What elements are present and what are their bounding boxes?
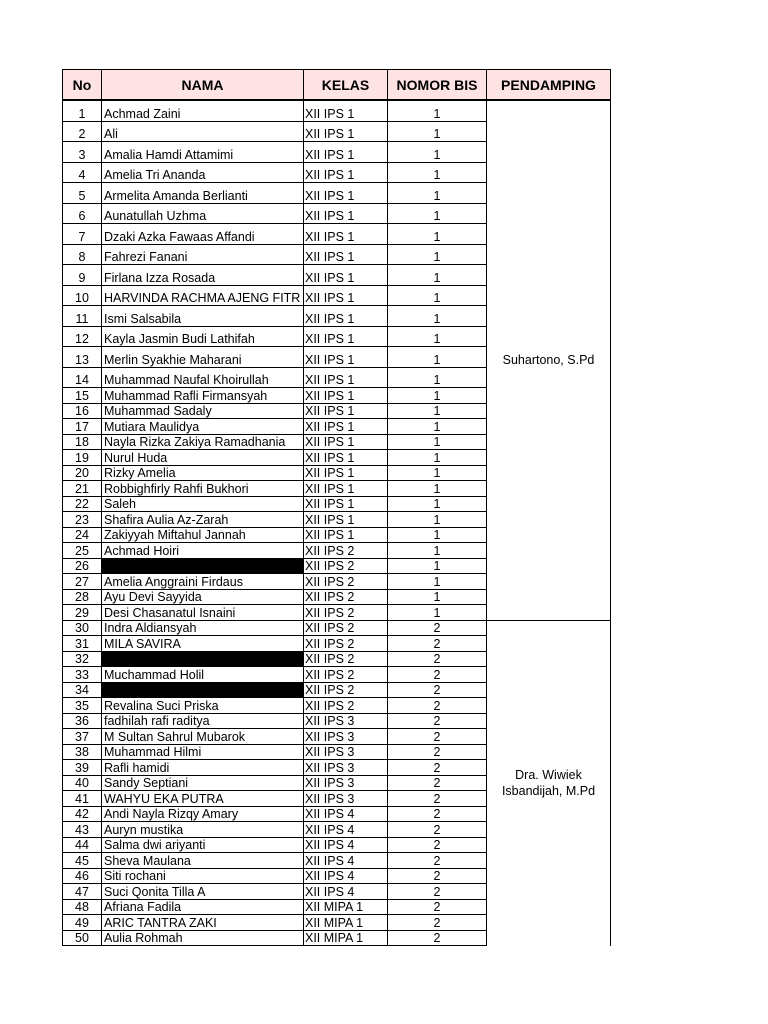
class-name: XII IPS 2 bbox=[304, 651, 388, 667]
class-name: XII IPS 1 bbox=[304, 481, 388, 497]
student-name: Indra Aldiansyah bbox=[102, 620, 304, 636]
student-name: Ismi Salsabila bbox=[102, 306, 304, 327]
bus-number: 2 bbox=[388, 620, 487, 636]
row-number: 17 bbox=[63, 419, 102, 435]
redacted-name-cell bbox=[102, 558, 304, 574]
bus-number: 2 bbox=[388, 930, 487, 946]
class-name: XII IPS 1 bbox=[304, 403, 388, 419]
bus-number: 1 bbox=[388, 496, 487, 512]
header-kelas: KELAS bbox=[304, 70, 388, 101]
row-number: 49 bbox=[63, 915, 102, 931]
row-number: 41 bbox=[63, 791, 102, 807]
class-name: XII MIPA 1 bbox=[304, 899, 388, 915]
bus-number: 2 bbox=[388, 884, 487, 900]
student-name: Ayu Devi Sayyida bbox=[102, 589, 304, 605]
student-name: Fahrezi Fanani bbox=[102, 244, 304, 265]
student-name: Aulia Rohmah bbox=[102, 930, 304, 946]
class-name: XII IPS 2 bbox=[304, 667, 388, 683]
student-name: Mutiara Maulidya bbox=[102, 419, 304, 435]
row-number: 28 bbox=[63, 589, 102, 605]
student-name: Amelia Tri Ananda bbox=[102, 162, 304, 183]
row-number: 16 bbox=[63, 403, 102, 419]
student-name: Achmad Zaini bbox=[102, 100, 304, 121]
bus-number: 2 bbox=[388, 837, 487, 853]
row-number: 40 bbox=[63, 775, 102, 791]
row-number: 44 bbox=[63, 837, 102, 853]
bus-number: 1 bbox=[388, 306, 487, 327]
student-name: Auryn mustika bbox=[102, 822, 304, 838]
class-name: XII IPS 2 bbox=[304, 574, 388, 590]
bus-number: 1 bbox=[388, 162, 487, 183]
student-name: Muchammad Holil bbox=[102, 667, 304, 683]
row-number: 37 bbox=[63, 729, 102, 745]
bus-number: 1 bbox=[388, 326, 487, 347]
class-name: XII MIPA 1 bbox=[304, 915, 388, 931]
class-name: XII IPS 2 bbox=[304, 589, 388, 605]
student-name: Muhammad Hilmi bbox=[102, 744, 304, 760]
bus-number: 2 bbox=[388, 853, 487, 869]
row-number: 39 bbox=[63, 760, 102, 776]
row-number: 32 bbox=[63, 651, 102, 667]
pendamping-cell: Dra. Wiwiek Isbandijah, M.Pd bbox=[487, 620, 611, 946]
bus-number: 1 bbox=[388, 574, 487, 590]
class-name: XII IPS 1 bbox=[304, 419, 388, 435]
class-name: XII IPS 1 bbox=[304, 162, 388, 183]
class-name: XII IPS 4 bbox=[304, 884, 388, 900]
student-name: Sheva Maulana bbox=[102, 853, 304, 869]
bus-number: 2 bbox=[388, 744, 487, 760]
redacted-name-cell bbox=[102, 682, 304, 698]
class-name: XII IPS 1 bbox=[304, 388, 388, 404]
class-name: XII IPS 4 bbox=[304, 806, 388, 822]
table-row bbox=[63, 100, 611, 121]
row-number: 12 bbox=[63, 326, 102, 347]
table-row bbox=[63, 620, 611, 636]
student-name: M Sultan Sahrul Mubarok bbox=[102, 729, 304, 745]
bus-number: 1 bbox=[388, 265, 487, 286]
bus-number: 1 bbox=[388, 183, 487, 204]
student-name: Nayla Rizka Zakiya Ramadhania bbox=[102, 434, 304, 450]
row-number: 4 bbox=[63, 162, 102, 183]
row-number: 50 bbox=[63, 930, 102, 946]
class-name: XII IPS 4 bbox=[304, 822, 388, 838]
bus-number: 1 bbox=[388, 224, 487, 245]
header-nomor-bis: NOMOR BIS bbox=[388, 70, 487, 101]
row-number: 24 bbox=[63, 527, 102, 543]
row-number: 25 bbox=[63, 543, 102, 559]
student-name: Muhammad Rafli Firmansyah bbox=[102, 388, 304, 404]
class-name: XII IPS 2 bbox=[304, 682, 388, 698]
bus-number: 1 bbox=[388, 419, 487, 435]
bus-number: 1 bbox=[388, 388, 487, 404]
bus-number: 1 bbox=[388, 512, 487, 528]
student-name: Amalia Hamdi Attamimi bbox=[102, 142, 304, 163]
row-number: 7 bbox=[63, 224, 102, 245]
bus-number: 2 bbox=[388, 729, 487, 745]
bus-number: 2 bbox=[388, 667, 487, 683]
row-number: 10 bbox=[63, 285, 102, 306]
class-name: XII IPS 1 bbox=[304, 265, 388, 286]
redacted-name-cell bbox=[102, 651, 304, 667]
row-number: 34 bbox=[63, 682, 102, 698]
student-name: Shafira Aulia Az-Zarah bbox=[102, 512, 304, 528]
class-name: XII IPS 3 bbox=[304, 713, 388, 729]
row-number: 1 bbox=[63, 100, 102, 121]
bus-number: 2 bbox=[388, 899, 487, 915]
bus-number: 2 bbox=[388, 868, 487, 884]
bus-number: 2 bbox=[388, 760, 487, 776]
bus-number: 2 bbox=[388, 775, 487, 791]
row-number: 31 bbox=[63, 636, 102, 652]
student-name: Kayla Jasmin Budi Lathifah bbox=[102, 326, 304, 347]
row-number: 5 bbox=[63, 183, 102, 204]
row-number: 38 bbox=[63, 744, 102, 760]
student-bus-table-container bbox=[62, 69, 610, 946]
row-number: 42 bbox=[63, 806, 102, 822]
class-name: XII IPS 2 bbox=[304, 636, 388, 652]
row-number: 13 bbox=[63, 347, 102, 368]
class-name: XII IPS 1 bbox=[304, 465, 388, 481]
bus-number: 2 bbox=[388, 682, 487, 698]
header-row bbox=[63, 70, 611, 101]
row-number: 18 bbox=[63, 434, 102, 450]
bus-number: 1 bbox=[388, 100, 487, 121]
student-name: Saleh bbox=[102, 496, 304, 512]
class-name: XII IPS 1 bbox=[304, 512, 388, 528]
row-number: 33 bbox=[63, 667, 102, 683]
class-name: XII IPS 1 bbox=[304, 121, 388, 142]
row-number: 14 bbox=[63, 367, 102, 388]
row-number: 29 bbox=[63, 605, 102, 621]
bus-number: 1 bbox=[388, 558, 487, 574]
class-name: XII IPS 4 bbox=[304, 853, 388, 869]
bus-number: 1 bbox=[388, 121, 487, 142]
row-number: 3 bbox=[63, 142, 102, 163]
class-name: XII IPS 1 bbox=[304, 142, 388, 163]
row-number: 8 bbox=[63, 244, 102, 265]
class-name: XII IPS 4 bbox=[304, 837, 388, 853]
bus-number: 1 bbox=[388, 142, 487, 163]
row-number: 22 bbox=[63, 496, 102, 512]
student-name: Desi Chasanatul Isnaini bbox=[102, 605, 304, 621]
row-number: 48 bbox=[63, 899, 102, 915]
class-name: XII IPS 1 bbox=[304, 434, 388, 450]
bus-number: 2 bbox=[388, 651, 487, 667]
bus-number: 1 bbox=[388, 481, 487, 497]
student-name: WAHYU EKA PUTRA bbox=[102, 791, 304, 807]
bus-number: 2 bbox=[388, 636, 487, 652]
student-name: Muhammad Naufal Khoirullah bbox=[102, 367, 304, 388]
row-number: 43 bbox=[63, 822, 102, 838]
student-name: Rafli hamidi bbox=[102, 760, 304, 776]
student-name: Rizky Amelia bbox=[102, 465, 304, 481]
student-name: Nurul Huda bbox=[102, 450, 304, 466]
class-name: XII IPS 3 bbox=[304, 760, 388, 776]
bus-number: 1 bbox=[388, 403, 487, 419]
class-name: XII IPS 2 bbox=[304, 605, 388, 621]
row-number: 11 bbox=[63, 306, 102, 327]
table-body bbox=[63, 100, 611, 946]
bus-number: 1 bbox=[388, 203, 487, 224]
class-name: XII IPS 3 bbox=[304, 744, 388, 760]
row-number: 23 bbox=[63, 512, 102, 528]
row-number: 19 bbox=[63, 450, 102, 466]
class-name: XII MIPA 1 bbox=[304, 930, 388, 946]
class-name: XII IPS 3 bbox=[304, 775, 388, 791]
pendamping-cell: Suhartono, S.Pd bbox=[487, 100, 611, 620]
bus-number: 1 bbox=[388, 527, 487, 543]
student-name: Suci Qonita Tilla A bbox=[102, 884, 304, 900]
student-name: Firlana Izza Rosada bbox=[102, 265, 304, 286]
bus-number: 1 bbox=[388, 434, 487, 450]
class-name: XII IPS 1 bbox=[304, 306, 388, 327]
student-name: Ali bbox=[102, 121, 304, 142]
class-name: XII IPS 3 bbox=[304, 729, 388, 745]
row-number: 46 bbox=[63, 868, 102, 884]
student-name: Zakiyyah Miftahul Jannah bbox=[102, 527, 304, 543]
bus-number: 2 bbox=[388, 698, 487, 714]
class-name: XII IPS 1 bbox=[304, 367, 388, 388]
bus-number: 2 bbox=[388, 915, 487, 931]
bus-number: 1 bbox=[388, 244, 487, 265]
row-number: 15 bbox=[63, 388, 102, 404]
class-name: XII IPS 1 bbox=[304, 450, 388, 466]
bus-number: 1 bbox=[388, 347, 487, 368]
class-name: XII IPS 1 bbox=[304, 203, 388, 224]
class-name: XII IPS 1 bbox=[304, 527, 388, 543]
class-name: XII IPS 4 bbox=[304, 868, 388, 884]
student-name: fadhilah rafi raditya bbox=[102, 713, 304, 729]
bus-number: 2 bbox=[388, 713, 487, 729]
row-number: 6 bbox=[63, 203, 102, 224]
row-number: 45 bbox=[63, 853, 102, 869]
class-name: XII IPS 2 bbox=[304, 620, 388, 636]
row-number: 20 bbox=[63, 465, 102, 481]
bus-number: 1 bbox=[388, 285, 487, 306]
class-name: XII IPS 2 bbox=[304, 698, 388, 714]
student-name: Achmad Hoiri bbox=[102, 543, 304, 559]
bus-number: 1 bbox=[388, 589, 487, 605]
row-number: 47 bbox=[63, 884, 102, 900]
class-name: XII IPS 1 bbox=[304, 224, 388, 245]
row-number: 36 bbox=[63, 713, 102, 729]
bus-number: 2 bbox=[388, 806, 487, 822]
row-number: 2 bbox=[63, 121, 102, 142]
class-name: XII IPS 3 bbox=[304, 791, 388, 807]
class-name: XII IPS 2 bbox=[304, 543, 388, 559]
student-name: Afriana Fadila bbox=[102, 899, 304, 915]
class-name: XII IPS 1 bbox=[304, 496, 388, 512]
student-name: Muhammad Sadaly bbox=[102, 403, 304, 419]
student-name: Dzaki Azka Fawaas Affandi bbox=[102, 224, 304, 245]
student-name: Armelita Amanda Berlianti bbox=[102, 183, 304, 204]
student-name: Salma dwi ariyanti bbox=[102, 837, 304, 853]
student-name: Robbighfirly Rahfi Bukhori bbox=[102, 481, 304, 497]
class-name: XII IPS 1 bbox=[304, 347, 388, 368]
header-pendamping: PENDAMPING bbox=[487, 70, 611, 101]
student-name: MILA SAVIRA bbox=[102, 636, 304, 652]
row-number: 27 bbox=[63, 574, 102, 590]
row-number: 21 bbox=[63, 481, 102, 497]
class-name: XII IPS 2 bbox=[304, 558, 388, 574]
student-name: Siti rochani bbox=[102, 868, 304, 884]
class-name: XII IPS 1 bbox=[304, 100, 388, 121]
bus-number: 1 bbox=[388, 465, 487, 481]
bus-number: 1 bbox=[388, 543, 487, 559]
student-bus-table bbox=[62, 69, 611, 946]
student-name: Revalina Suci Priska bbox=[102, 698, 304, 714]
header-no: No bbox=[63, 70, 102, 101]
bus-number: 1 bbox=[388, 367, 487, 388]
student-name: ARIC TANTRA ZAKI bbox=[102, 915, 304, 931]
row-number: 30 bbox=[63, 620, 102, 636]
student-name: Andi Nayla Rizqy Amary bbox=[102, 806, 304, 822]
bus-number: 2 bbox=[388, 822, 487, 838]
bus-number: 1 bbox=[388, 605, 487, 621]
class-name: XII IPS 1 bbox=[304, 326, 388, 347]
row-number: 35 bbox=[63, 698, 102, 714]
bus-number: 2 bbox=[388, 791, 487, 807]
student-name: Sandy Septiani bbox=[102, 775, 304, 791]
student-name: HARVINDA RACHMA AJENG FITR bbox=[102, 285, 304, 306]
class-name: XII IPS 1 bbox=[304, 244, 388, 265]
header-nama: NAMA bbox=[102, 70, 304, 101]
bus-number: 1 bbox=[388, 450, 487, 466]
student-name: Merlin Syakhie Maharani bbox=[102, 347, 304, 368]
class-name: XII IPS 1 bbox=[304, 285, 388, 306]
class-name: XII IPS 1 bbox=[304, 183, 388, 204]
row-number: 26 bbox=[63, 558, 102, 574]
row-number: 9 bbox=[63, 265, 102, 286]
student-name: Amelia Anggraini Firdaus bbox=[102, 574, 304, 590]
student-name: Aunatullah Uzhma bbox=[102, 203, 304, 224]
